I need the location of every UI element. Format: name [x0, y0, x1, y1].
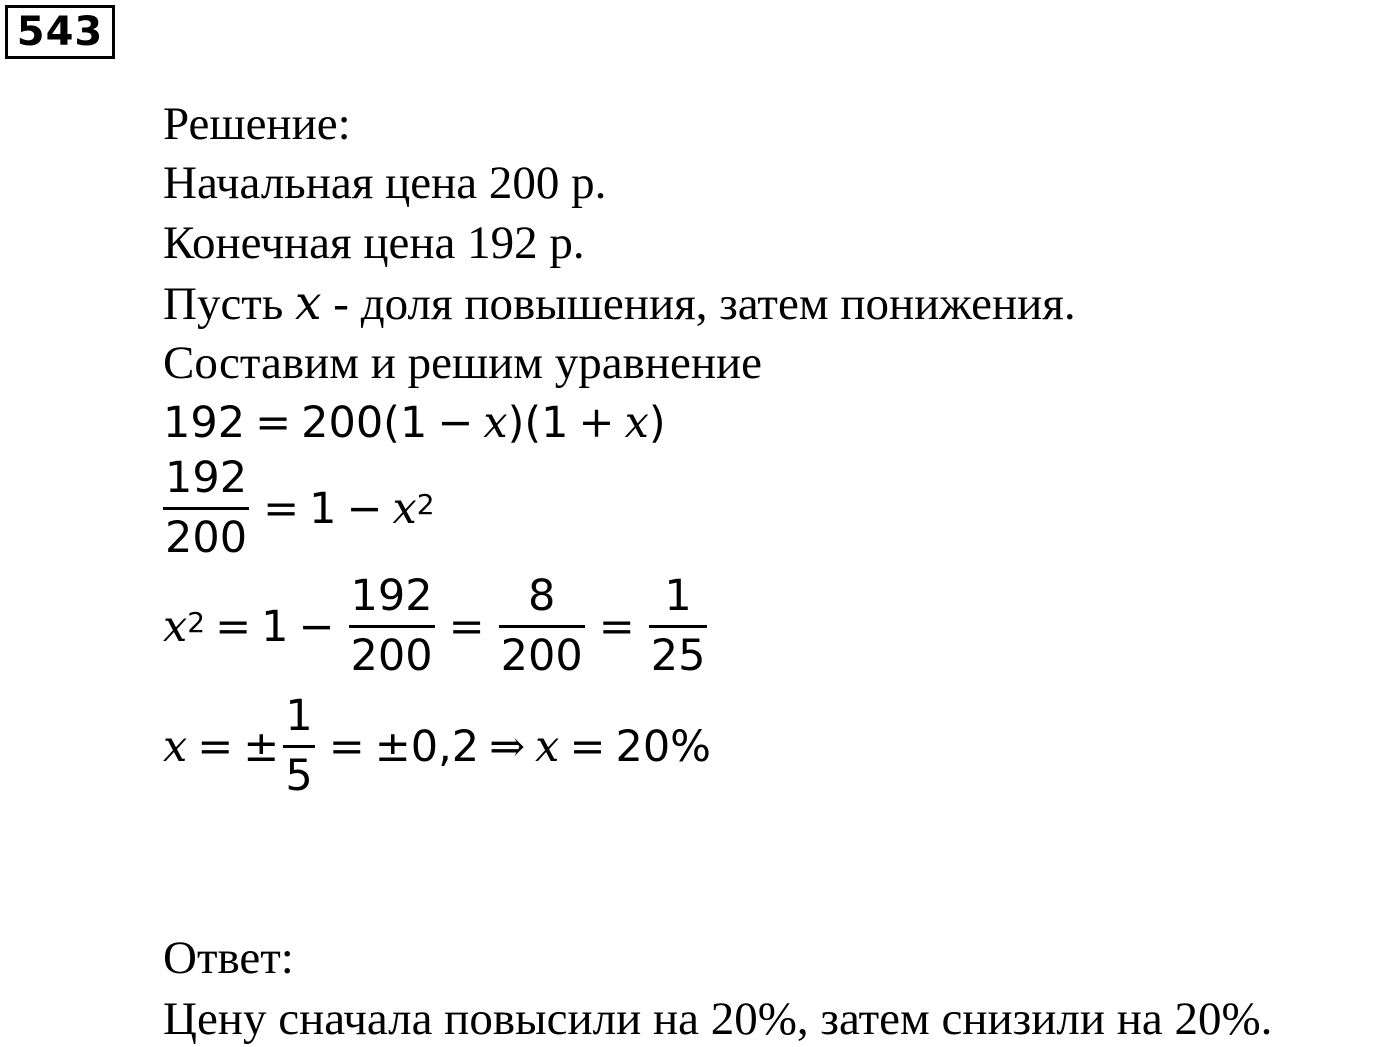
eq2-equals: = — [263, 483, 300, 534]
eq3-f2-denominator: 200 — [500, 631, 583, 682]
eq2-one: 1 — [309, 483, 337, 534]
eq2-minus: − — [346, 483, 383, 534]
eq2-fraction — [163, 453, 249, 564]
equation-2 — [163, 453, 435, 564]
eq4-result: 20% — [615, 721, 712, 772]
eq1-x2: x — [624, 398, 649, 448]
fraction-bar — [649, 625, 708, 628]
eq3-fraction-3 — [649, 571, 708, 682]
problem-number-badge: 543 — [5, 5, 115, 59]
eq3-f3-numerator: 1 — [664, 571, 692, 621]
fraction-bar — [499, 625, 585, 628]
eq2-exponent: 2 — [416, 488, 435, 522]
eq4-equals-3: = — [569, 721, 606, 772]
eq1-minus: − — [437, 398, 474, 448]
answer-text: Цену сначала повысили на 20%, затем снизили на 20%. — [163, 993, 1273, 1045]
eq3-equals-2: = — [448, 601, 485, 652]
compose-equation-line: Составим и решим уравнение — [163, 337, 763, 389]
variable-x: x — [295, 276, 322, 331]
eq1-plus: + — [578, 398, 615, 448]
eq2-numerator: 192 — [165, 453, 248, 503]
equation-4 — [163, 691, 712, 802]
answer-label: Ответ: — [163, 932, 294, 984]
solution-label: Решение: — [163, 98, 351, 150]
eq4-equals-1: = — [197, 721, 234, 772]
eq3-f2-numerator: 8 — [527, 571, 556, 621]
eq1-lhs: 192 — [163, 398, 246, 448]
eq3-fraction-1 — [349, 571, 435, 682]
eq3-exponent: 2 — [187, 606, 206, 640]
eq2-x: x — [392, 483, 417, 534]
eq4-x2: x — [535, 721, 560, 772]
equation-1 — [163, 398, 666, 448]
eq4-equals-2: = — [328, 721, 365, 772]
eq1-close: ) — [648, 398, 666, 448]
fraction-bar — [283, 745, 314, 748]
eq1-part-a: 200(1 — [301, 398, 428, 448]
eq3-equals-3: = — [598, 601, 635, 652]
eq3-fraction-2 — [499, 571, 585, 682]
eq2-denominator: 200 — [165, 513, 248, 564]
let-text-after: - доля повышения, затем понижения. — [321, 278, 1076, 330]
let-text-before: Пусть — [163, 278, 296, 330]
eq3-one: 1 — [261, 601, 289, 652]
final-price-line: Конечная цена 192 р. — [163, 217, 585, 269]
eq1-equals: = — [255, 398, 292, 448]
eq4-plus-minus: ± — [243, 721, 280, 772]
eq4-numerator: 1 — [285, 691, 313, 741]
eq3-minus: − — [298, 601, 335, 652]
eq1-mid: )(1 — [507, 398, 569, 448]
eq3-f1-denominator: 200 — [350, 631, 433, 682]
eq3-f3-denominator: 25 — [650, 631, 706, 682]
fraction-bar — [349, 625, 435, 628]
initial-price-line: Начальная цена 200 р. — [163, 157, 607, 209]
eq4-denominator: 5 — [285, 751, 313, 802]
equation-3 — [163, 571, 711, 682]
eq4-x: x — [163, 721, 188, 772]
eq1-x: x — [483, 398, 508, 448]
eq3-x: x — [163, 601, 188, 652]
eq4-implies: ⇒ — [489, 721, 526, 772]
eq3-f1-numerator: 192 — [350, 571, 433, 621]
eq4-fraction — [283, 691, 314, 802]
fraction-bar — [163, 507, 249, 510]
let-line — [163, 276, 1076, 331]
eq3-equals-1: = — [215, 601, 252, 652]
eq4-value: ±0,2 — [374, 721, 480, 772]
